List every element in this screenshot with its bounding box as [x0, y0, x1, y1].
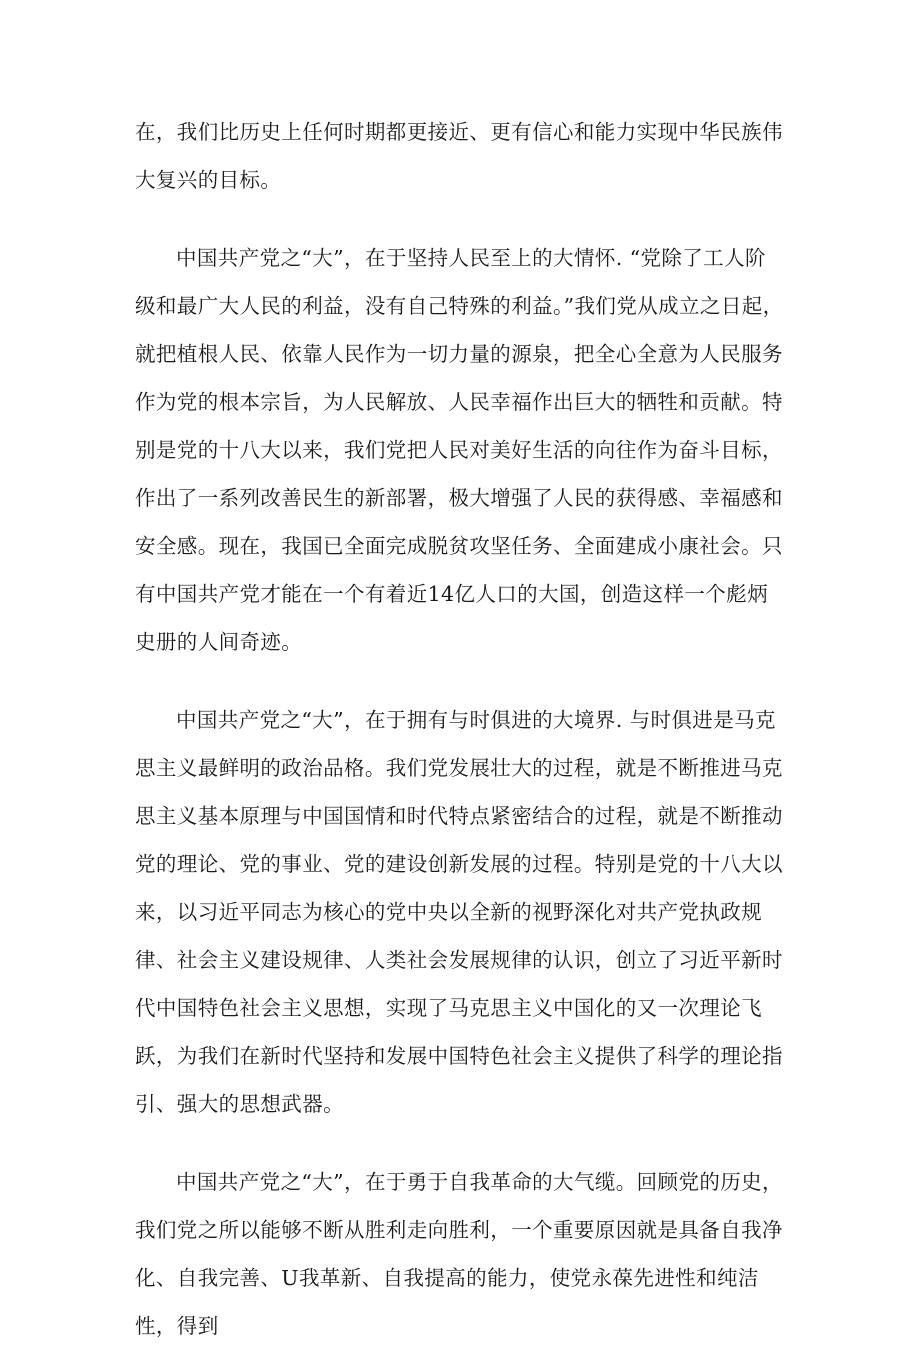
paragraph-keeping-pace: 中国共产党之“大”，在于拥有与时俱进的大境界. 与时俱进是马克思主义最鲜明的政治品格。我们党发展壮大的过程，就是不断推进马克思主义基本原理与中国国情和时代特点紧密结合的过程，就是不断推动党的理论、党的事业、党的建设创新发展的过程。特别是党的十八大以来，以习近平同志为核心的党中央以全新的视野深化对共产党执政规律、社会主义建设规律、人类社会发展规律的认识，创立了习近平新时代中国特色社会主义思想，实现了马克思主义中国化的又一次理论飞跃，为我们在新时代坚持和发展中国特色社会主义提供了科学的理论指引、强大的思想武器。 [135, 708, 783, 1116]
document-body [135, 108, 785, 1350]
paragraph-self-revolution: 中国共产党之“大”，在于勇于自我革命的大气缆。回顾党的历史，我们党之所以能够不断从胜利走向胜利，一个重要原因就是具备自我净化、自我完善、U我革新、自我提高的能力，使党永葆先进性和纯洁性，得到 [135, 1170, 783, 1338]
paragraph-continuation: 在，我们比历史上任何时期都更接近、更有信心和能力实现中华民族伟大复兴的目标。 [135, 120, 783, 192]
paragraph-people-first: 中国共产党之“大”，在于坚持人民至上的大情怀. “党除了工人阶级和最广大人民的利益，没有自己特殊的利益。”我们党从成立之日起，就把植根人民、依靠人民作为一切力量的源泉，把全心全意为人民服务作为党的根本宗旨，为人民解放、人民幸福作出巨大的牺牲和贡献。特别是党的十八大以来，我们党把人民对美好生活的向往作为奋斗目标，作出了一系列改善民生的新部署，极大增强了人民的获得感、幸福感和安全感。现在，我国已全面完成脱贫攻坚任务、全面建成小康社会。只有中国共产党才能在一个有着近14亿人口的大国，创造这样一个彪炳史册的人间奇迹。 [135, 246, 784, 654]
